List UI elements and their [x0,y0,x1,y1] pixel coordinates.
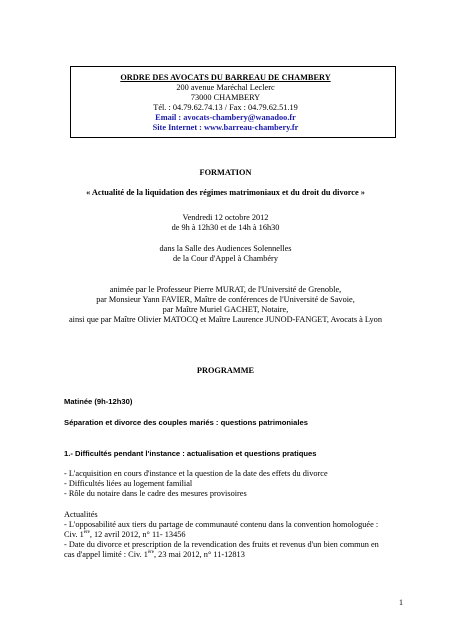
list-item: - Rôle du notaire dans le cadre des mesures provisoires [64,489,247,498]
speaker-line-2: par Monsieur Yann FAVIER, Maître de conférences de l'Université de Savoie, [96,295,355,304]
email-link[interactable]: Email : avocats-chambery@wanadoo.fr [155,113,296,122]
actualite-1-line-1: - L'opposabilité aux tiers du partage de communauté contenu dans la convention homologuée : [64,520,379,529]
list-item: - Difficultés liées au logement familial [64,479,193,488]
matinee-heading: Matinée (9h-12h30) [64,397,133,406]
website-link[interactable]: Site Internet : www.barreau-chambery.fr [152,123,299,132]
event-hours: de 9h à 12h30 et de 14h à 16h30 [171,223,280,232]
actualite-1-line-2: Civ. 1ère, 12 avril 2012, n° 11- 13456 [64,530,186,539]
actualite-2-line-2: cas d'appel limité : Civ. 1ère, 23 mai 2012, n° 11-12813 [64,550,245,559]
speaker-line-4: ainsi que par Maître Olivier MATOCQ et Maître Laurence JUNOD-FANGET, Avocats à Lyon [69,315,382,324]
event-date: Vendredi 12 octobre 2012 [182,213,269,222]
actualites-label: Actualités [64,510,98,519]
page-number: 1 [399,598,403,607]
programme-theme: Séparation et divorce des couples mariés : questions patrimoniales [64,418,308,427]
venue-line-2: de la Cour d'Appel à Chambéry [173,254,278,263]
speaker-line-1: animée par le Professeur Pierre MURAT, de l'Université de Grenoble, [109,285,342,294]
speaker-line-3: par Maître Muriel GACHET, Notaire, [162,305,289,314]
programme-heading: PROGRAMME [196,366,255,375]
address-line-2: 73000 CHAMBERY [190,93,261,102]
section-1-heading: 1.- Difficultés pendant l'instance : actualisation et questions pratiques [64,449,317,458]
phone-fax: Tél. : 04.79.62.74.13 / Fax : 04.79.62.51.19 [153,103,298,112]
bar-association-title: ORDRE DES AVOCATS DU BARREAU DE CHAMBERY [120,73,331,82]
actualite-2-line-1: - Date du divorce et prescription de la revendication des fruits et revenus d'un bien commun en [64,540,379,549]
formation-heading: FORMATION [199,168,252,177]
venue-line-1: dans la Salle des Audiences Solennelles [159,244,292,253]
address-line-1: 200 avenue Maréchal Leclerc [176,83,275,92]
formation-subtitle: « Actualité de la liquidation des régimes matrimoniaux et du droit du divorce » [86,188,365,197]
list-item: - L'acquisition en cours d'instance et la question de la date des effets du divorce [64,469,328,478]
